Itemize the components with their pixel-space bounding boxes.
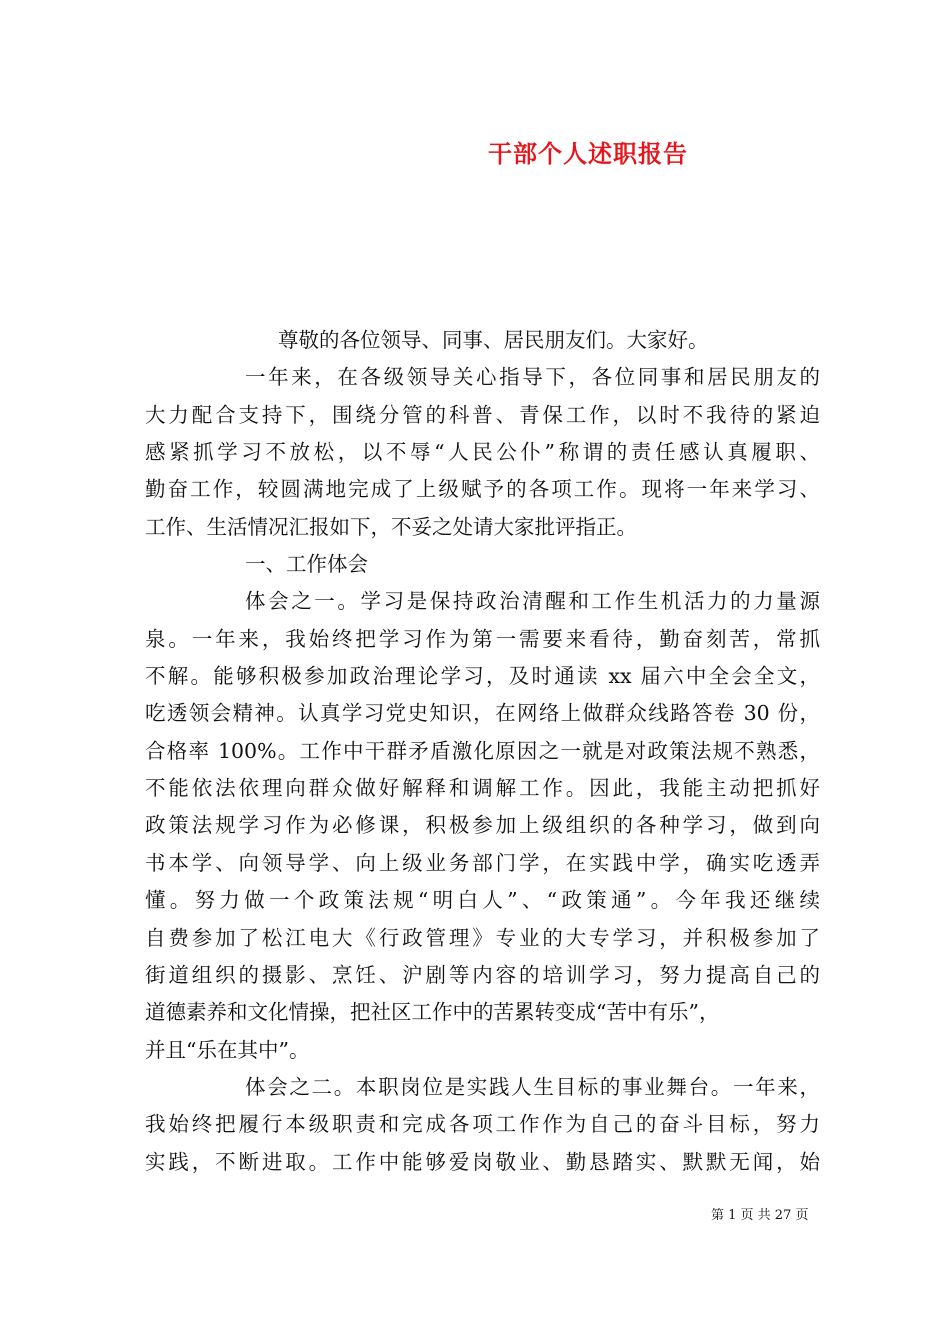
paragraph-line: 书本学、向领导学、向上级业务部门学，在实践中学，确实吃透弄 <box>145 850 820 875</box>
paragraph-line: 合格率 100%。工作中干群矛盾激化原因之一就是对政策法规不熟悉， <box>145 738 820 763</box>
paragraph-line: 工作、生活情况汇报如下，不妥之处请大家批评指正。 <box>145 514 637 539</box>
greeting: 尊敬的各位领导、同事、居民朋友们。大家好。 <box>278 328 709 352</box>
paragraph-line: 吃透领会精神。认真学习党史知识，在网络上做群众线路答卷 30 份， <box>145 701 820 726</box>
paragraph-line: 道德素养和文化情操，把社区工作中的苦累转变成“苦中有乐”， <box>145 1000 720 1025</box>
paragraph-line: 不解。能够积极参加政治理论学习，及时通读 xx 届六中全会全文， <box>145 664 820 689</box>
paragraph-line: 体会之二。本职岗位是实践人生目标的事业舞台。一年来， <box>245 1074 820 1099</box>
paragraph-line: 一年来，在各级领导关心指导下，各位同事和居民朋友的 <box>245 365 820 390</box>
paragraph-line: 大力配合支持下，围绕分管的科普、青保工作，以时不我待的紧迫 <box>145 402 820 427</box>
section-heading: 一、工作体会 <box>245 552 368 577</box>
paragraph-line: 感紧抓学习不放松，以不辱“人民公仆”称谓的责任感认真履职、 <box>145 440 820 465</box>
paragraph-line: 并且“乐在其中”。 <box>145 1037 310 1062</box>
paragraph-line: 政策法规学习作为必修课，积极参加上级组织的各种学习，做到向 <box>145 813 820 838</box>
paragraph-line: 实践，不断进取。工作中能够爱岗敬业、勤恳踏实、默默无闻，始 <box>145 1149 820 1174</box>
page-number: 第 1 页 共 27 页 <box>711 1208 809 1223</box>
document-body <box>145 322 820 1181</box>
paragraph-line: 不能依法依理向群众做好解释和调解工作。因此，我能主动把抓好 <box>145 776 820 801</box>
paragraph-line: 体会之一。学习是保持政治清醒和工作生机活力的力量源 <box>245 589 820 614</box>
document-title: 干部个人述职报告 <box>488 139 688 168</box>
paragraph-line: 自费参加了松江电大《行政管理》专业的大专学习，并积极参加了 <box>145 925 820 950</box>
paragraph-line: 泉。一年来，我始终把学习作为第一需要来看待，勤奋刻苦，常抓 <box>145 626 820 651</box>
paragraph-line: 街道组织的摄影、烹饪、沪剧等内容的培训学习，努力提高自己的 <box>145 962 820 987</box>
paragraph-line: 我始终把履行本级职责和完成各项工作作为自己的奋斗目标，努力 <box>145 1112 820 1137</box>
paragraph-line: 勤奋工作，较圆满地完成了上级赋予的各项工作。现将一年来学习、 <box>145 477 820 502</box>
paragraph-line: 懂。努力做一个政策法规“明白人”、“政策通”。今年我还继续 <box>145 888 820 913</box>
